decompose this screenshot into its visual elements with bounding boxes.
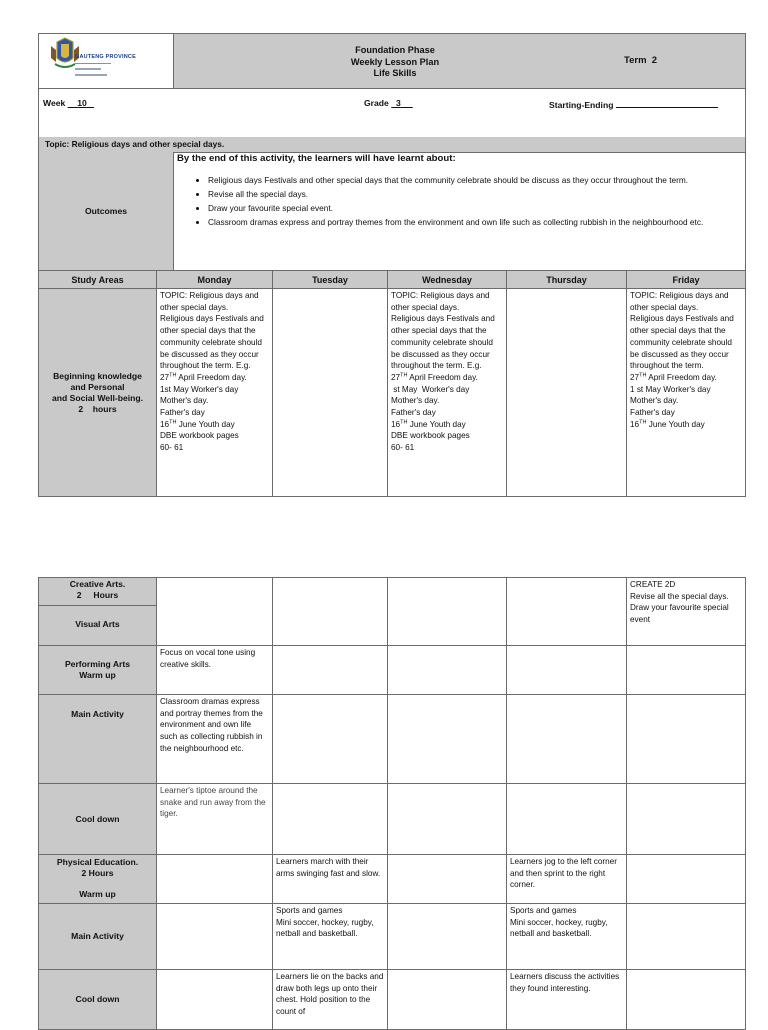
title-line-1: Foundation Phase — [355, 45, 435, 55]
starting-ending-blank — [616, 98, 718, 108]
outcome-item: • Draw your favourite special event. — [208, 201, 745, 215]
beginning-wednesday: TOPIC: Religious days and other special days. Religious days Festivals and other special days that the community celebrate should be discussed as they occur throughout the term. E.g. 27TH April Freedom day. st May Worker's day Mother's day. Father's day 16TH June Youth day DBE workbook pages 60- 61 — [388, 289, 507, 497]
creative-main-tuesday — [273, 695, 388, 784]
creative-wednesday — [388, 578, 507, 646]
outcomes-label-cell — [39, 152, 174, 270]
performing-tuesday — [273, 646, 388, 695]
pe-warm-friday — [627, 855, 746, 904]
activities-table — [38, 577, 746, 1030]
logo-underline — [75, 63, 111, 64]
creative-thursday — [507, 578, 627, 646]
performing-monday: Focus on vocal tone using creative skills. — [157, 646, 273, 695]
header-thursday: Thursday — [507, 271, 627, 289]
header-friday: Friday — [627, 271, 746, 289]
logo-text: GAUTENG PROVINCE — [75, 54, 136, 60]
grade-label: Grade — [364, 98, 389, 108]
creative-cool-row — [39, 784, 746, 855]
starting-ending-label: Starting-Ending — [549, 100, 614, 110]
outcomes-content — [174, 152, 745, 270]
visual-arts-label: Visual Arts — [75, 619, 120, 629]
pe-cool-wednesday — [388, 970, 507, 1030]
beginning-tuesday — [273, 289, 388, 497]
pe-main-label: Main Activity — [39, 904, 157, 970]
beginning-thursday — [507, 289, 627, 497]
creative-main-label: Main Activity — [39, 695, 157, 784]
creative-arts-label: Creative Arts. 2 Hours Visual Arts — [39, 578, 157, 646]
pe-warm-tuesday: Learners march with their arms swinging fast and slow. — [273, 855, 388, 904]
creative-monday — [157, 578, 273, 646]
pe-warm-row — [39, 855, 746, 904]
outcomes-list — [174, 173, 745, 229]
pe-warm-label: Warm up — [79, 889, 116, 899]
title-line-3: Life Skills — [373, 68, 417, 78]
header-tuesday: Tuesday — [273, 271, 388, 289]
term-cell — [616, 34, 745, 88]
pe-cool-label: Cool down — [39, 970, 157, 1030]
title-line-2: Weekly Lesson Plan — [350, 56, 440, 67]
creative-main-monday: Classroom dramas express and portray themes from the environment and own life such as collecting rubbish in the neighbourhood etc. — [157, 695, 273, 784]
creative-cool-monday: Learner's tiptoe around the snake and run away from the tiger. — [157, 784, 273, 855]
creative-tuesday — [273, 578, 388, 646]
creative-main-row — [39, 695, 746, 784]
pe-main-friday — [627, 904, 746, 970]
pe-label: Physical Education. 2 Hours Warm up — [39, 855, 157, 904]
outcome-item: • Religious days Festivals and other special days that the community celebrate should be discuss as they occur throughout the term. — [208, 173, 745, 187]
pe-cool-thursday: Learners discuss the activities they found interesting. — [507, 970, 627, 1030]
performing-friday — [627, 646, 746, 695]
performing-arts-label: Performing Arts Warm up — [39, 646, 157, 695]
outcomes-label: Outcomes — [84, 206, 128, 216]
header-wednesday: Wednesday — [388, 271, 507, 289]
beginning-monday: TOPIC: Religious days and other special days. Religious days Festivals and other special days that the community celebrate should be discussed as they occur throughout the term. E.g. 27TH April Freedom day. 1st May Worker's day Mother's day. Father's day 16TH June Youth day DBE workbook pages 60- 61 — [157, 289, 273, 497]
gauteng-logo — [47, 36, 117, 86]
creative-cool-wednesday — [388, 784, 507, 855]
creative-friday: CREATE 2D Revise all the special days. Draw your favourite special event — [627, 578, 746, 646]
creative-cool-friday — [627, 784, 746, 855]
beginning-friday: TOPIC: Religious days and other special days. Religious days Festivals and other special days that the community celebrate should be discussed as they occur throughout the term. 27TH April Freedom day. 1 st May Worker's day Mother's day. Father's day 16TH June Youth day — [627, 289, 746, 497]
pe-main-thursday: Sports and games Mini soccer, hockey, rugby, netball and basketball. — [507, 904, 627, 970]
pe-cool-friday — [627, 970, 746, 1030]
week-row — [38, 87, 746, 138]
performing-thursday — [507, 646, 627, 695]
outcome-item: • Classroom dramas express and portray themes from the environment and own life such as collecting rubbish in the neighbourhood etc. — [208, 215, 745, 229]
performing-wednesday — [388, 646, 507, 695]
term-label: Term 2 — [624, 55, 658, 66]
creative-arts-row — [39, 578, 746, 646]
logo-subtext-bar — [75, 68, 101, 70]
pe-warm-wednesday — [388, 855, 507, 904]
creative-main-wednesday — [388, 695, 507, 784]
outcomes-intro: By the end of this activity, the learners will have learnt about: — [177, 153, 456, 164]
weekly-table — [38, 270, 746, 497]
header-monday: Monday — [157, 271, 273, 289]
grade-value: 3 — [396, 98, 401, 108]
beginning-knowledge-label: Beginning knowledge and Personal and Social Well-being. 2 hours — [39, 289, 157, 497]
outcome-item: • Revise all the special days. — [208, 187, 745, 201]
creative-cool-thursday — [507, 784, 627, 855]
header-block — [38, 33, 746, 89]
topic-text: Topic: Religious days and other special days. — [45, 139, 225, 149]
pe-main-tuesday: Sports and games Mini soccer, hockey, rugby, netball and basketball. — [273, 904, 388, 970]
creative-main-friday — [627, 695, 746, 784]
header-study-areas: Study Areas — [39, 271, 157, 289]
pe-cool-monday — [157, 970, 273, 1030]
pe-warm-monday — [157, 855, 273, 904]
topic-row — [38, 137, 746, 153]
outcomes-row — [38, 152, 746, 271]
logo-cell — [39, 34, 173, 88]
logo-subtext-bar-2 — [75, 74, 107, 76]
performing-arts-row — [39, 646, 746, 695]
week-label: Week — [43, 98, 66, 108]
creative-cool-tuesday — [273, 784, 388, 855]
pe-cool-row — [39, 970, 746, 1030]
pe-cool-tuesday: Learners lie on the backs and draw both legs up onto their chest. Hold position to the count of — [273, 970, 388, 1030]
pe-warm-thursday: Learners jog to the left corner and then sprint to the right corner. — [507, 855, 627, 904]
beginning-knowledge-row — [39, 289, 746, 497]
title-cell — [173, 34, 617, 88]
creative-cool-label: Cool down — [39, 784, 157, 855]
creative-main-thursday — [507, 695, 627, 784]
days-header-row — [39, 271, 746, 289]
pe-main-wednesday — [388, 904, 507, 970]
week-value: 10 — [77, 98, 87, 108]
pe-main-monday — [157, 904, 273, 970]
pe-main-row — [39, 904, 746, 970]
